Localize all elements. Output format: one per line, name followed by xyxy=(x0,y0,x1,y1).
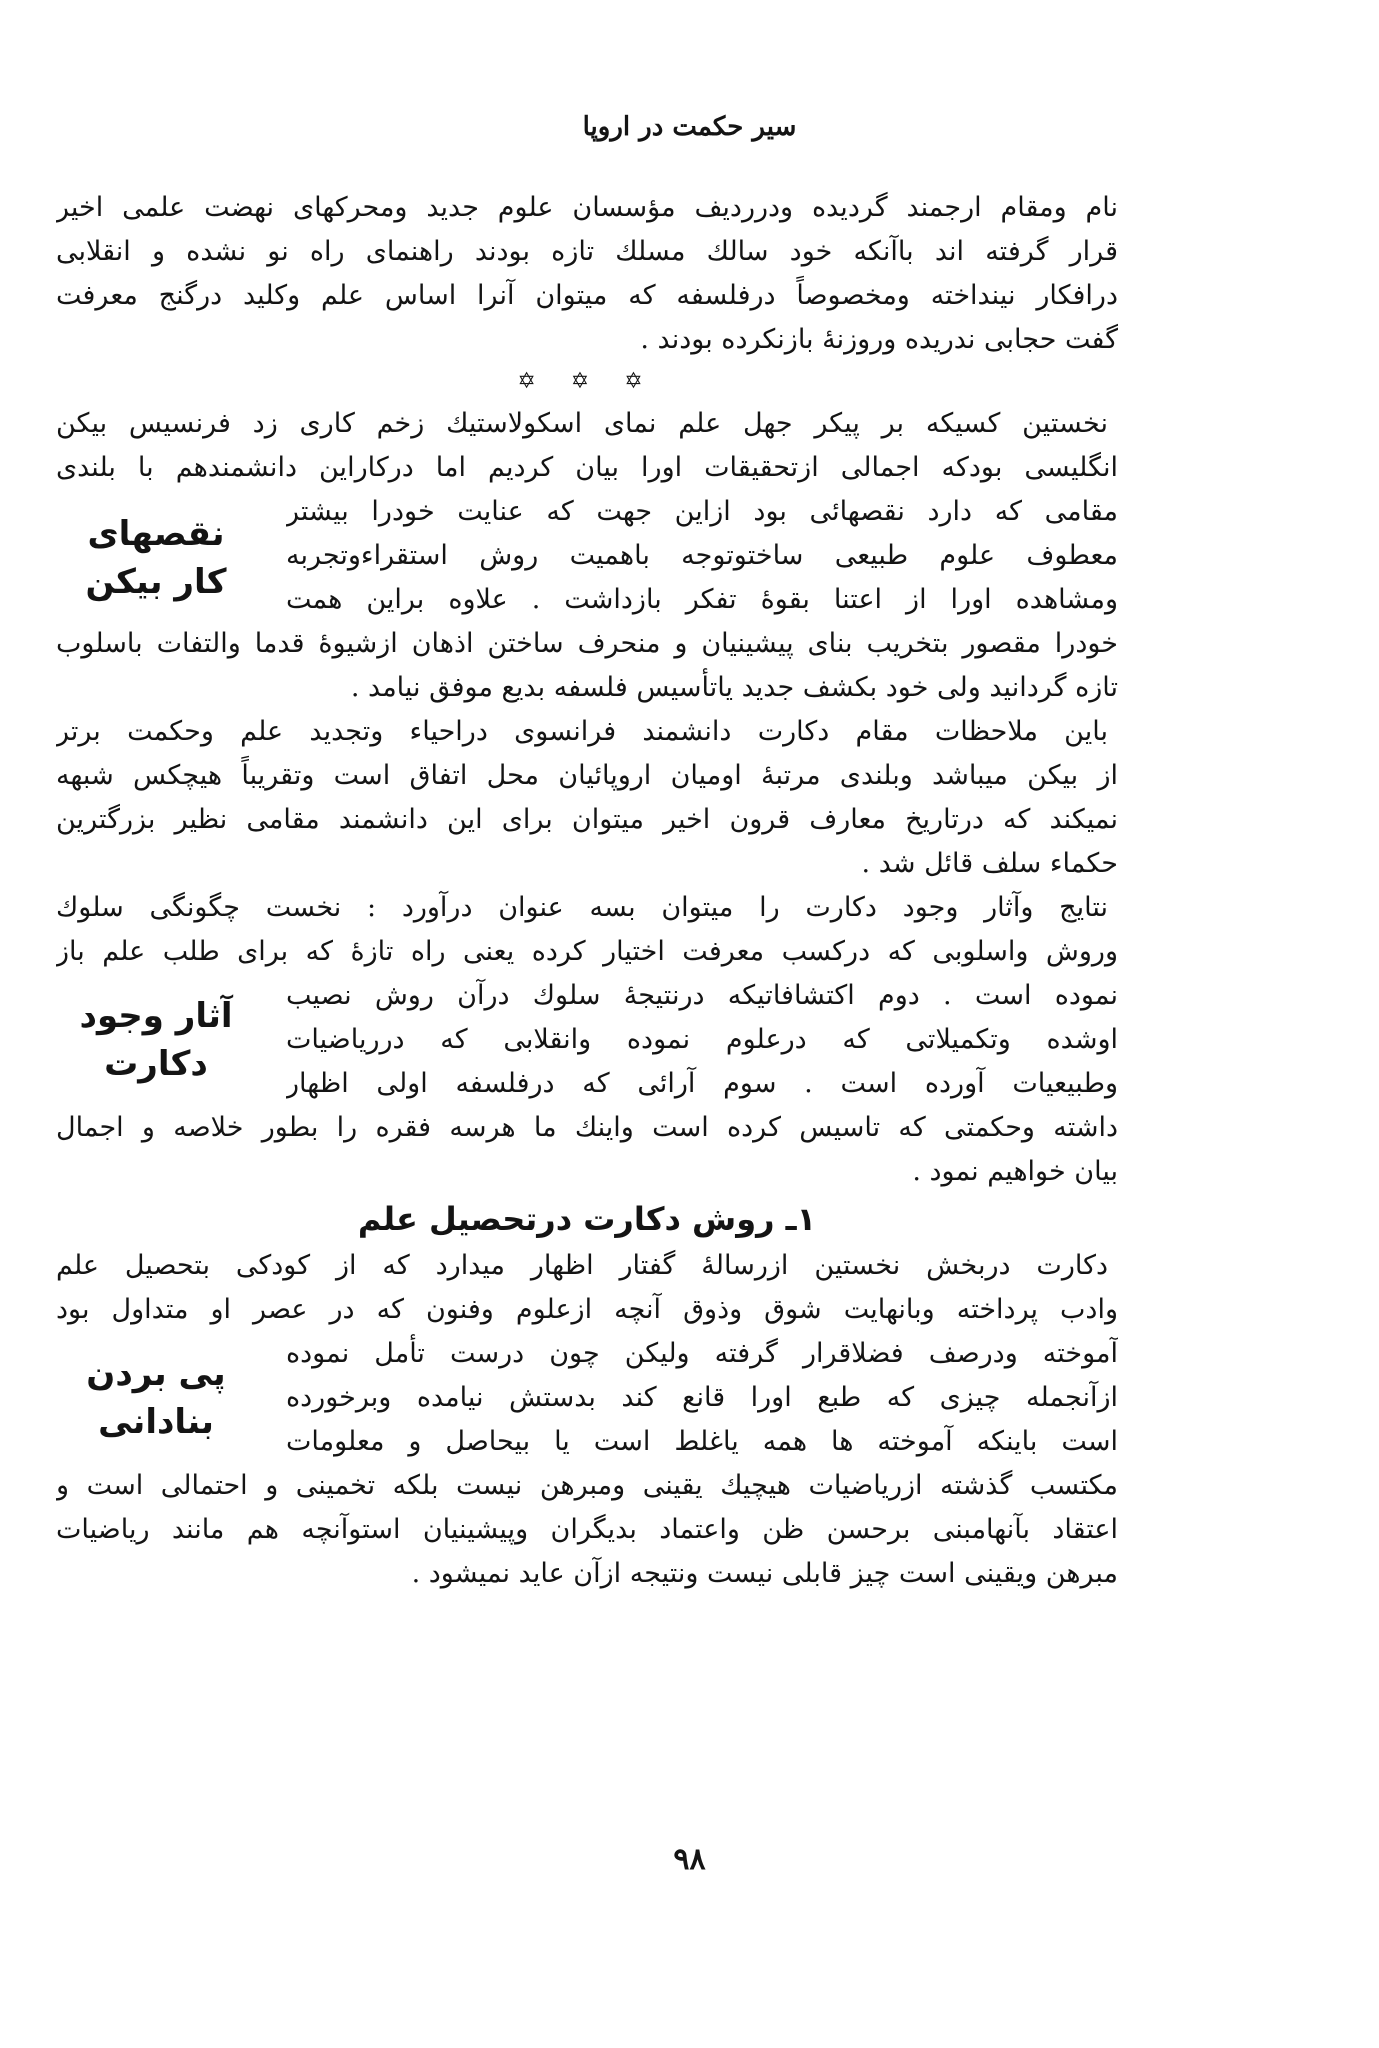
page-number: ۹۸ xyxy=(673,1842,706,1877)
text-line: نخستین کسیکه بر پیکر جهل علم نمای اسکولاستیك زخم کاری زد فرنسیس بیکن xyxy=(56,408,1108,439)
text-line: است باینکه آموخته ها همه یاغلط است یا بیحاصل و معلومات xyxy=(286,1426,1118,1457)
margin-note-bacon-flaws xyxy=(56,510,256,606)
text-line: آموخته ودرصف فضلاقرار گرفته ولیکن چون درست تأمل نموده xyxy=(286,1338,1118,1369)
side-block-ignorance xyxy=(56,1332,1118,1464)
text-line: وادب پرداخته وبانهایت شوق وذوق آنچه ازعلوم وفنون که در عصر او متداول بود xyxy=(56,1294,1118,1325)
margin-note-line: پی بردن xyxy=(86,1354,226,1394)
text-line: انگلیسی بودکه اجمالی ازتحقیقات اورا بیان کردیم اما درکاراین دانشمندهم با بلندی xyxy=(56,452,1118,483)
paragraph-3 xyxy=(56,710,1118,886)
text-line: مقامی که دارد نقصهائی بود ازاین جهت که عنایت خودرا بیشتر xyxy=(286,496,1118,527)
text-line: درافکار نینداخته ومخصوصاً درفلسفه که میتوان آنرا اساس علم وکلید درگنج معرفت xyxy=(56,280,1118,311)
text-line: وروش واسلوبی که درکسب معرفت اختیار کرده یعنی راه تازهٔ که برای طلب علم باز xyxy=(56,936,1118,967)
margin-note-line: دکارت xyxy=(104,1044,208,1084)
text-line: نمیکند که درتاریخ معارف قرون اخیر میتوان برای این دانشمند مقامی نظیر بزرگترین xyxy=(56,804,1118,835)
text-line: قرار گرفته اند باآنکه خود سالك مسلك تازه بودند راهنمای راه نو نشده و انقلابی xyxy=(56,236,1118,267)
text-line: حکماء سلف قائل شد . xyxy=(861,848,1118,879)
text-line: بیان خواهیم نمود . xyxy=(912,1156,1118,1187)
margin-note-line: آثار وجود xyxy=(79,996,233,1036)
text-line: مکتسب گذشته ازریاضیات هیچیك یقینی ومبرهن نیست بلکه تخمینی و احتمالی است و xyxy=(56,1470,1118,1501)
text-line: خودرا مقصور بتخریب بنای پیشینیان و منحرف ساختن اذهان ازشیوهٔ قدما والتفات باسلوب xyxy=(56,628,1118,659)
text-line: نموده است . دوم اکتشافاتیکه درنتیجهٔ سلوك درآن روش نصیب xyxy=(286,980,1118,1011)
running-header: سیر حکمت در اروپا xyxy=(582,112,797,142)
section-separator-stars: ✡ ✡ ✡ xyxy=(517,369,657,394)
text-line: ازآنجمله چیزی که طبع اورا قانع کند بدستش نیامده وبرخورده xyxy=(286,1382,1118,1413)
text-line: ومشاهده اورا از اعتنا بقوهٔ تفکر بازداشت . علاوه براین همت xyxy=(286,584,1118,615)
margin-note-realizing-ignorance xyxy=(56,1350,256,1446)
section-heading: ۱ـ روش دکارت درتحصیل علم xyxy=(357,1200,817,1238)
text-line: وطبیعیات آورده است . سوم آرائی که درفلسفه اولی اظهار xyxy=(286,1068,1118,1099)
margin-note-line: نقصهای xyxy=(87,514,225,554)
paragraph-5 xyxy=(56,1244,1118,1596)
text-line: از بیکن میباشد وبلندی مرتبهٔ اومیان اروپائیان محل اتفاق است وتقریباً هیچکس شبهه xyxy=(56,760,1118,791)
paragraph-1 xyxy=(56,186,1118,362)
text-line: باین ملاحظات مقام دکارت دانشمند فرانسوی دراحیاء وتجدید علم وحکمت برتر xyxy=(56,716,1108,747)
side-block-bacon xyxy=(56,490,1118,622)
text-line: نتایج وآثار وجود دکارت را میتوان بسه عنوان درآورد : نخست چگونگی سلوك xyxy=(56,892,1108,923)
paragraph-4 xyxy=(56,886,1118,1194)
text-line: دکارت دربخش نخستین ازرسالهٔ گفتار اظهار میدارد که از کودکی بتحصیل علم xyxy=(56,1250,1108,1281)
text-line: تازه گردانید ولی خود بکشف جدید یاتأسیس فلسفه بدیع موفق نیامد . xyxy=(350,672,1118,703)
margin-note-line: کار بیکن xyxy=(85,562,227,602)
text-line: اعتقاد بآنهامبنی برحسن ظن واعتماد بدیگران وپیشینیان استوآنچه هم مانند ریاضیات xyxy=(56,1514,1118,1545)
text-line: مبرهن ویقینی است چیز قابلی نیست ونتیجه ازآن عاید نمیشود . xyxy=(411,1558,1118,1589)
text-line: نام ومقام ارجمند گردیده ودرردیف مؤسسان علوم جدید ومحرکهای نهضت علمی اخیر xyxy=(56,192,1118,223)
paragraph-2 xyxy=(56,402,1118,710)
text-line: معطوف علوم طبیعی ساختوتوجه باهمیت روش استقراءوتجربه xyxy=(286,540,1118,571)
margin-note-line: بنادانی xyxy=(98,1402,214,1442)
text-line: اوشده وتکمیلاتی که درعلوم نموده وانقلابی که درریاضیات xyxy=(286,1024,1118,1055)
side-block-descartes-works xyxy=(56,974,1118,1106)
text-line: داشته وحکمتی که تاسیس کرده است واینك ما هرسه فقره را بطور خلاصه و اجمال xyxy=(56,1112,1118,1143)
text-line: گفت حجابی ندریده وروزنهٔ بازنکرده بودند . xyxy=(640,324,1118,355)
body-text xyxy=(56,186,1118,1596)
margin-note-descartes-works xyxy=(56,992,256,1088)
